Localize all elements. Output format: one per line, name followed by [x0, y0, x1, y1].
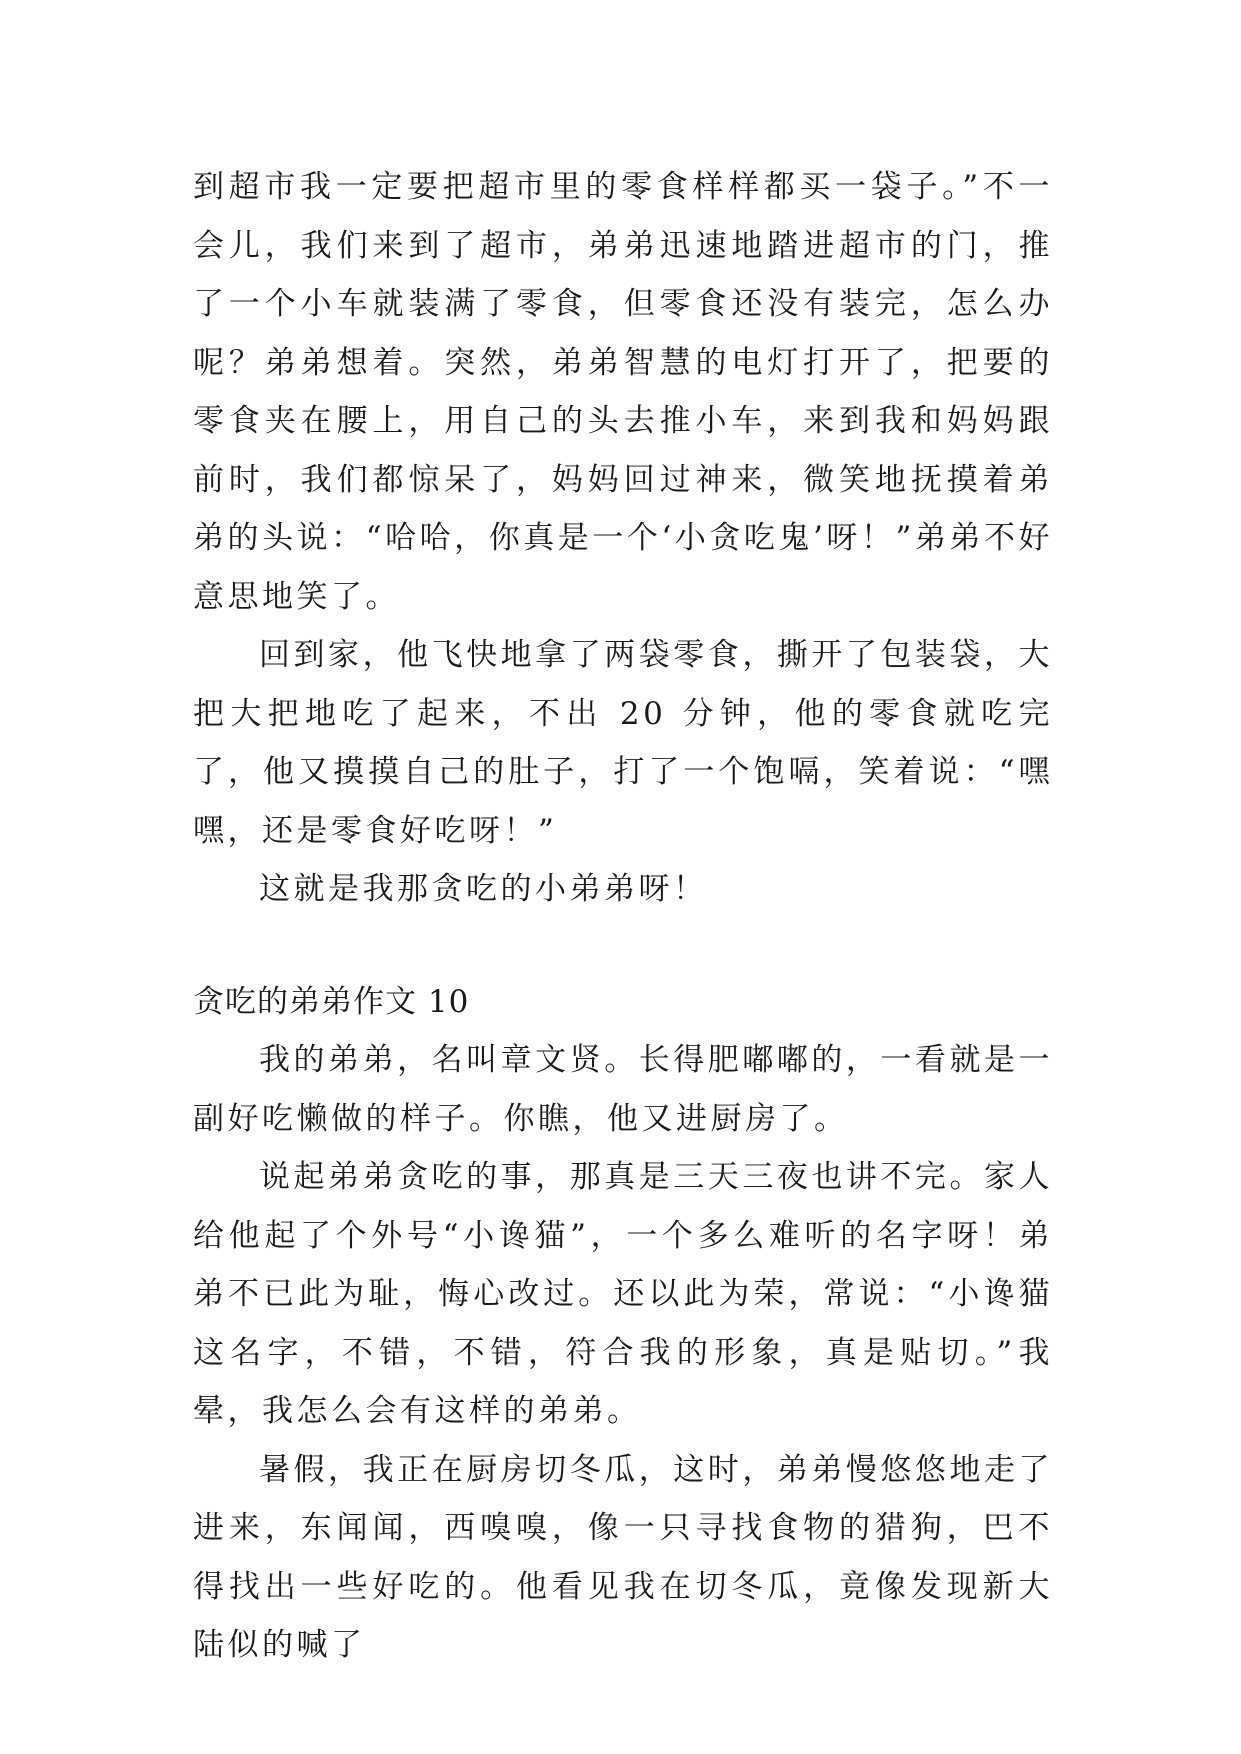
paragraph-introduction: 我的弟弟，名叫章文贤。长得肥嘟嘟的，一看就是一副好吃懒做的样子。你瞧，他又进厨房了。 [193, 1042, 1053, 1137]
paragraph-supermarket: 到超市我一定要把超市里的零食样样都买一袋子。”不一会儿，我们来到了超市，弟弟迅速地踏进超市的门，推了一个小车就装满了零食，但零食还没有装完，怎么办呢？弟弟想着。突然，弟弟智慧的电灯打开了，把要的零食夹在腰上，用自己的头去推小车，来到我和妈妈跟前时，我们都惊呆了，妈妈回过神来，微笑地抚摸着弟弟的头说：“哈哈，你真是一个‘小贪吃鬼’呀！”弟弟不好意思地笑了。 [193, 169, 1053, 615]
paragraph-summer-kitchen: 暑假，我正在厨房切冬瓜，这时，弟弟慢悠悠地走了进来，东闻闻，西嗅嗅，像一只寻找食物的猎狗，巴不得找出一些好吃的。他看见我在切冬瓜，竟像发现新大陆似的喊了 [193, 1451, 1053, 1663]
paragraph-conclusion: 这就是我那贪吃的小弟弟呀！ [259, 871, 708, 907]
document-body [193, 158, 1053, 1675]
essay-heading: 贪吃的弟弟作文 10 [193, 983, 470, 1020]
paragraph-home-snacks: 回到家，他飞快地拿了两袋零食，撕开了包装袋，大把大把地吃了起来，不出 20 分钟，他的零食就吃完了，他又摸摸自己的肚子，打了一个饱嗝，笑着说：“嘿嘿，还是零食好吃呀！” [193, 637, 1053, 849]
paragraph-nickname: 说起弟弟贪吃的事，那真是三天三夜也讲不完。家人给他起了个外号“小谗猫”，一个多么难听的名字呀！弟弟不已此为耻，悔心改过。还以此为荣，常说：“小谗猫这名字，不错，不错，符合我的形象，真是贴切。”我晕，我怎么会有这样的弟弟。 [193, 1159, 1053, 1429]
